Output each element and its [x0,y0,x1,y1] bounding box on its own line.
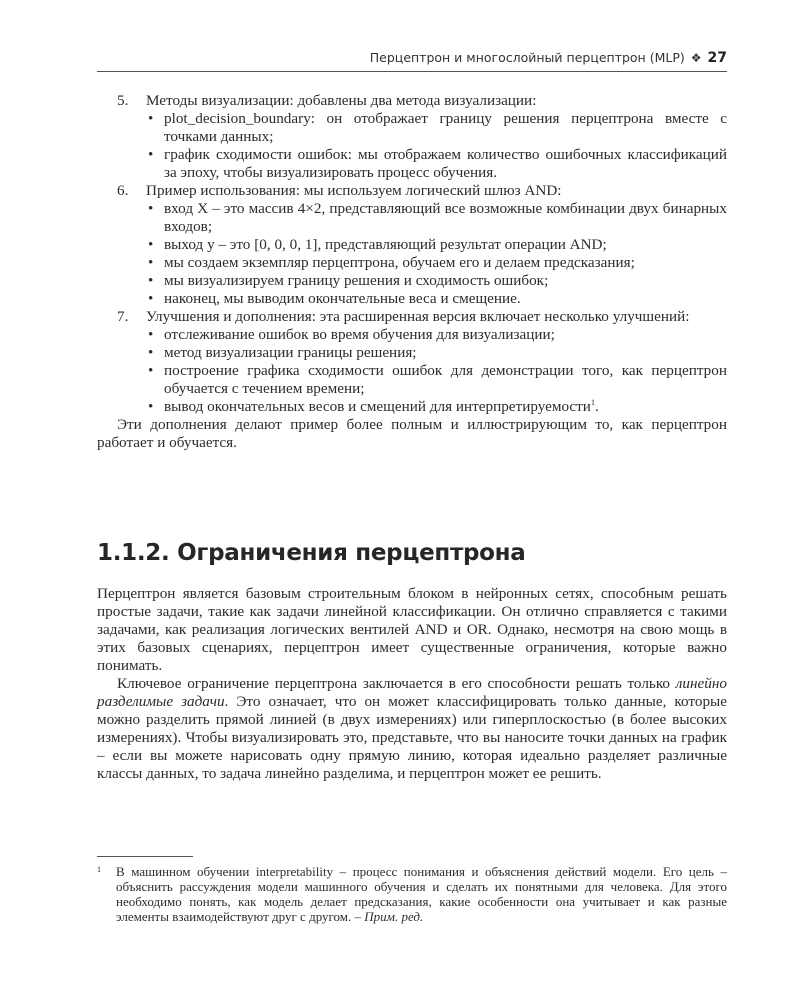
bullet-text: построение графика сходимости ошибок для демонстрации того, как перцептрон обучается с течением времени; [164,362,727,397]
list-item-text: Методы визуализации: добавлены два метода визуализации: [146,92,537,109]
bullet-icon: • [148,290,154,307]
bullet-text: метод визуализации границы решения; [164,344,417,361]
bullet-item [146,398,727,416]
page-number: 27 [707,50,727,66]
list-item-7 [97,308,727,416]
footnote-body: В машинном обучении interpretability – процесс понимания и объяснения действий модели. Его цель – объяснить рассуждения модели машинного обучения и сделать их понятными для человека. Для этого необходимо понять, как модель делает предсказания, какие особенности она учитывает и как разные элементы взаимодействуют друг с другом. – [116,864,727,924]
punctuation: . [594,398,599,415]
footnote-text [97,864,727,924]
list-number: 5. [117,92,129,109]
bullet-text: мы визуализируем границу решения и сходимость ошибок; [164,272,549,289]
list-item-text: Улучшения и дополнения: эта расширенная версия включает несколько улучшений: [146,308,690,325]
running-head-title: Перцептрон и многослойный перцептрон (MLP) [369,50,685,65]
bullet-text: вывод окончательных весов и смещений для интерпретируемости [164,398,591,415]
bullet-icon: • [148,200,154,217]
paragraph-2 [97,675,727,783]
list-item-text: Пример использования: мы используем логический шлюз AND: [146,182,562,199]
bullet-list [146,200,727,308]
bullet-item [146,254,727,272]
bullet-list [146,326,727,416]
bullet-icon: • [148,110,154,127]
bullet-item [146,344,727,362]
bullet-text: выход y – это [0, 0, 0, 1], представляющий результат операции AND; [164,236,607,253]
section-body [97,585,727,783]
bullet-item [146,290,727,308]
bullet-item [146,272,727,290]
editor-note-label: Прим. ред. [364,909,424,924]
bullet-text: отслеживание ошибок во время обучения для визуализации; [164,326,555,343]
bullet-text: наконец, мы выводим окончательные веса и смещение. [164,290,521,307]
paragraph-1: Перцептрон является базовым строительным блоком в нейронных сетях, способным решать простые задачи, такие как задачи линейной классификации. Он отлично справляется с такими задачами, как реализация логических вентилей AND и OR. Однако, несмотря на свою мощь в этих базовых сценариях, перцептрон имеет существенные ограничения, которые важно понимать. [97,585,727,674]
bullet-icon: • [148,272,154,289]
bullet-text: мы создаем экземпляр перцептрона, обучаем его и делаем предсказания; [164,254,635,271]
bullet-icon: • [148,236,154,253]
list-section [97,92,727,452]
footnote-reference[interactable]: 1 [590,398,595,407]
bullet-text: вход X – это массив 4×2, представляющий все возможные комбинации двух бинарных входов; [164,200,727,235]
bullet-item [146,362,727,398]
numbered-list [97,92,727,416]
bullet-text: plot_decision_boundary: он отображает границу решения перцептрона вместе с точками данных; [164,110,727,145]
fleuron-icon: ❖ [690,51,702,65]
bullet-icon: • [148,362,154,379]
bullet-item [146,110,727,146]
closing-paragraph: Эти дополнения делают пример более полным и иллюстрирующим то, как перцептрон работает и обучается. [97,416,727,451]
list-number: 7. [117,308,129,325]
paragraph-2-text-b: . Это означает, что он может классифицировать только данные, которые можно разделить прямой линией (в двух измерениях) или гиперплоскостью (в более высоких измерениях). Чтобы визуализировать это, представьте, что вы наносите точки данных на график – если вы можете нарисовать одну прямую линию, которая идеально разделяет различные классы данных, то задача линейно разделима, и перцептрон может ее решить. [97,693,727,782]
emphasis-linearly-separable: линейно разделимые задачи [97,675,727,710]
paragraph-2-text-a: Ключевое ограничение перцептрона заключается в его способности решать только [117,675,676,692]
bullet-icon: • [148,398,154,415]
bullet-icon: • [148,344,154,361]
bullet-item [146,200,727,236]
bullet-text: график сходимости ошибок: мы отображаем количество ошибочных классификаций за эпоху, чтобы визуализировать процесс обучения. [164,146,727,181]
bullet-item [146,326,727,344]
bullet-icon: • [148,326,154,343]
bullet-icon: • [148,146,154,163]
list-item-6 [97,182,727,308]
footnote [97,864,727,924]
list-item-5 [97,92,727,182]
bullet-item [146,146,727,182]
footnote-mark: 1 [97,865,101,874]
footnote-divider [97,856,193,857]
list-number: 6. [117,182,129,199]
running-head [97,48,727,72]
section-heading: 1.1.2. Ограничения перцептрона [97,540,526,566]
bullet-list [146,110,727,182]
bullet-icon: • [148,254,154,271]
bullet-item [146,236,727,254]
